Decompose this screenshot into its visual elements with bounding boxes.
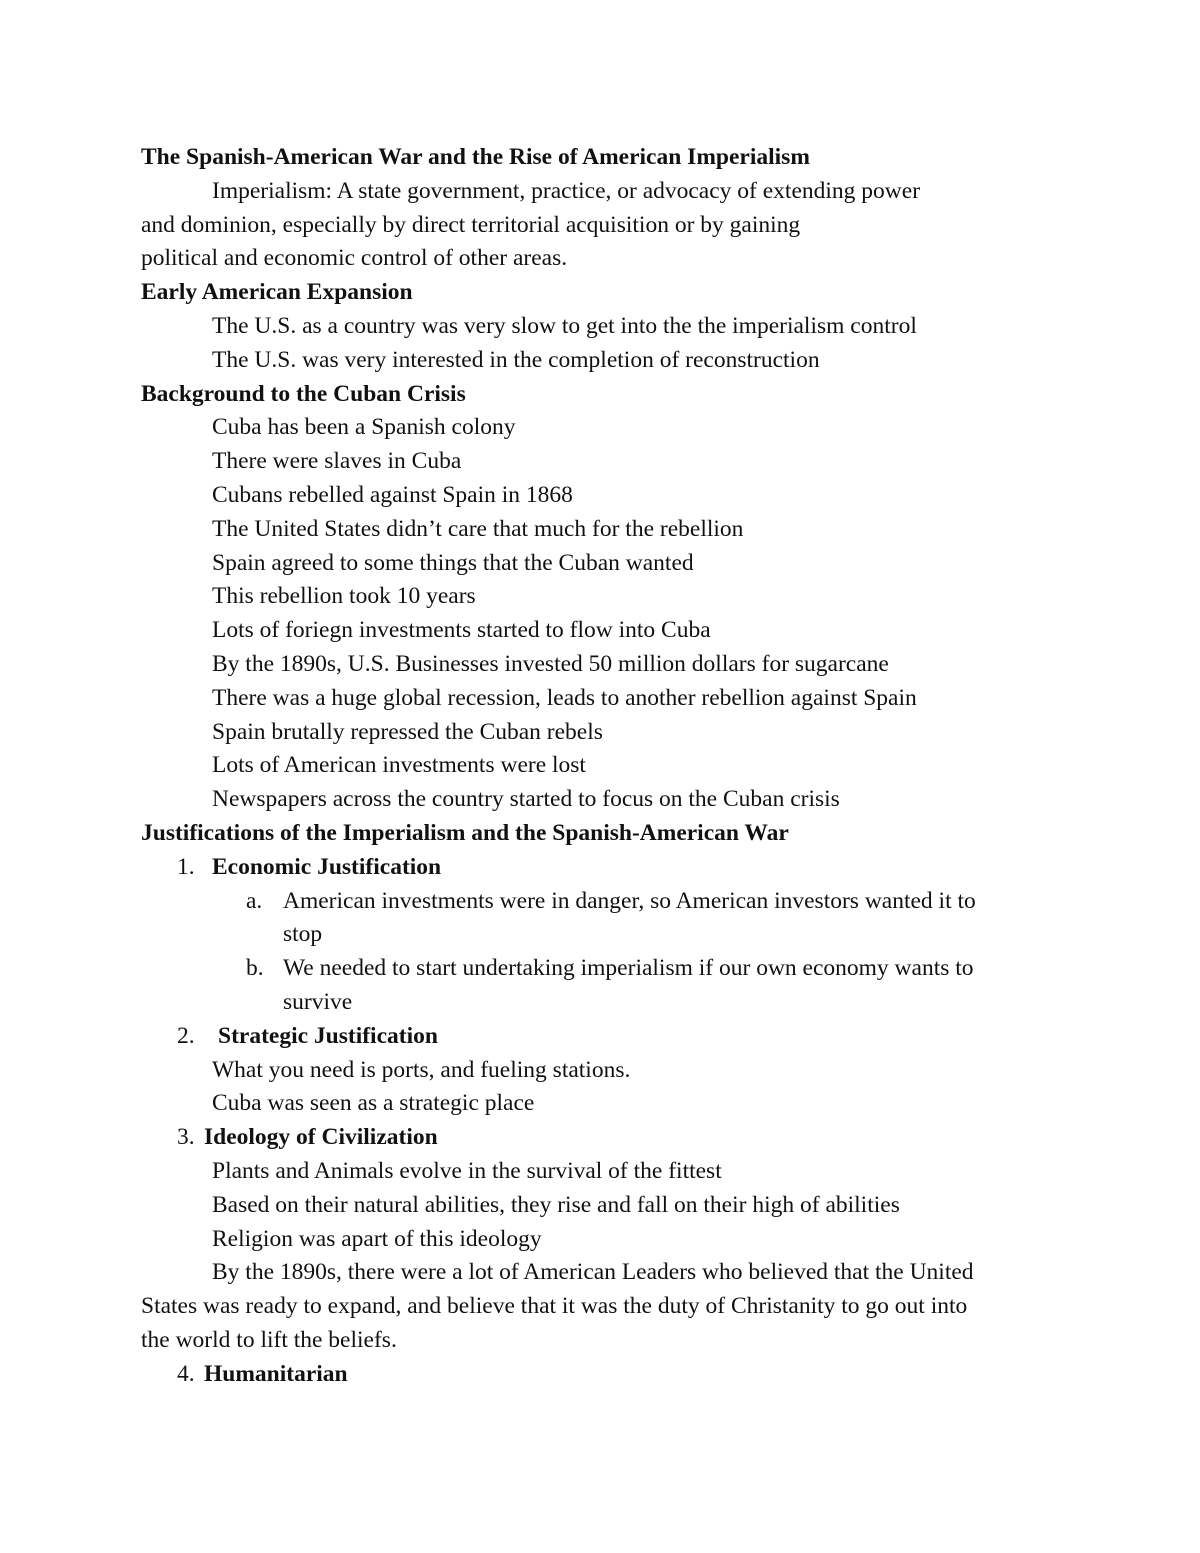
list-letter: a. bbox=[246, 887, 263, 914]
list-item: Spain agreed to some things that the Cuban wanted bbox=[212, 549, 694, 576]
list-number: 3. bbox=[177, 1124, 195, 1151]
paragraph-line: By the 1890s, there were a lot of American Leaders who believed that the United bbox=[212, 1259, 974, 1286]
list-number: 1. bbox=[177, 853, 195, 880]
list-item: Newspapers across the country started to focus on the Cuban crisis bbox=[212, 786, 840, 813]
section-heading-cuban-crisis: Background to the Cuban Crisis bbox=[141, 380, 466, 407]
numbered-item-label: Ideology of Civilization bbox=[204, 1124, 438, 1151]
list-item: Spain brutally repressed the Cuban rebels bbox=[212, 718, 603, 745]
paragraph-line: the world to lift the beliefs. bbox=[141, 1326, 397, 1353]
list-item: There were slaves in Cuba bbox=[212, 448, 462, 475]
list-item: The United States didn’t care that much for the rebellion bbox=[212, 515, 744, 542]
section-heading-justifications: Justifications of the Imperialism and the Spanish-American War bbox=[141, 819, 789, 846]
lettered-item-continuation: stop bbox=[283, 921, 323, 948]
list-item: What you need is ports, and fueling stations. bbox=[212, 1056, 631, 1083]
numbered-item-label: Humanitarian bbox=[204, 1360, 348, 1387]
list-item: Cubans rebelled against Spain in 1868 bbox=[212, 481, 573, 508]
list-item: Lots of American investments were lost bbox=[212, 752, 586, 779]
list-item: Religion was apart of this ideology bbox=[212, 1225, 542, 1252]
numbered-item-ideology bbox=[141, 1121, 1061, 1155]
definition-line: and dominion, especially by direct territorial acquisition or by gaining bbox=[141, 211, 801, 238]
numbered-item-economic bbox=[141, 851, 1061, 885]
list-item: Lots of foriegn investments started to flow into Cuba bbox=[212, 617, 711, 644]
document-title: The Spanish-American War and the Rise of American Imperialism bbox=[141, 144, 810, 170]
paragraph-line: States was ready to expand, and believe that it was the duty of Christanity to go out into bbox=[141, 1293, 968, 1320]
list-letter: b. bbox=[246, 955, 264, 982]
numbered-item-humanitarian bbox=[141, 1358, 1061, 1392]
definition-line: political and economic control of other areas. bbox=[141, 245, 568, 272]
lettered-item-text: American investments were in danger, so American investors wanted it to bbox=[283, 887, 976, 914]
lettered-item bbox=[141, 885, 1061, 919]
list-item: There was a huge global recession, leads to another rebellion against Spain bbox=[212, 684, 917, 711]
lettered-item-continuation: survive bbox=[283, 988, 353, 1015]
list-item: Cuba was seen as a strategic place bbox=[212, 1090, 535, 1117]
document-body bbox=[141, 141, 1061, 1391]
section-heading-early-expansion: Early American Expansion bbox=[141, 279, 413, 306]
list-item: Based on their natural abilities, they rise and fall on their high of abilities bbox=[212, 1191, 900, 1218]
list-number: 4. bbox=[177, 1360, 195, 1387]
numbered-item-label: Economic Justification bbox=[212, 853, 442, 880]
list-number: 2. bbox=[177, 1022, 195, 1049]
numbered-item-label: Strategic Justification bbox=[218, 1022, 438, 1049]
list-item: Plants and Animals evolve in the survival of the fittest bbox=[212, 1157, 722, 1184]
list-item: The U.S. as a country was very slow to get into the the imperialism control bbox=[212, 312, 917, 339]
lettered-item bbox=[141, 952, 1061, 986]
lettered-item-text: We needed to start undertaking imperialism if our own economy wants to bbox=[283, 955, 974, 982]
list-item: The U.S. was very interested in the completion of reconstruction bbox=[212, 346, 820, 373]
numbered-item-strategic bbox=[141, 1020, 1061, 1054]
definition-line: Imperialism: A state government, practice, or advocacy of extending power bbox=[212, 177, 921, 204]
list-item: By the 1890s, U.S. Businesses invested 50 million dollars for sugarcane bbox=[212, 650, 889, 677]
list-item: Cuba has been a Spanish colony bbox=[212, 414, 516, 441]
list-item: This rebellion took 10 years bbox=[212, 583, 476, 610]
